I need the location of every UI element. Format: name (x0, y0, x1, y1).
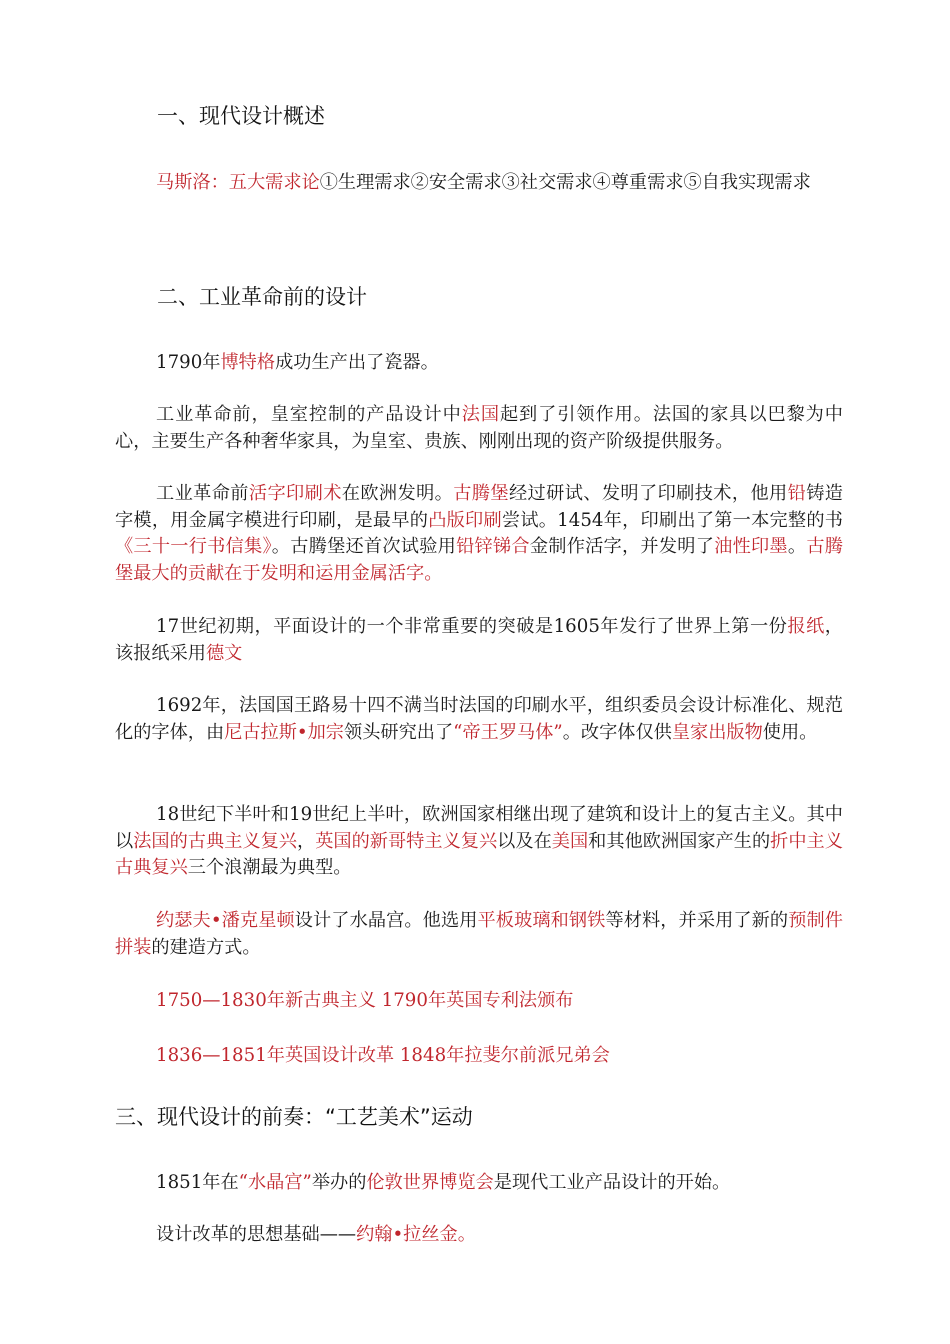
body-text: 起到了引领作用。法国的家具以巴黎为中心，主要生产各种奢华家具，为皇室、贵族、刚刚出现的资产阶级提供服务。 (115, 404, 843, 452)
section-heading-2: 二、工业革命前的设计 (157, 285, 367, 309)
paragraph-maslow (115, 170, 843, 197)
body-text: 和其他欧洲国家产生的 (588, 830, 771, 852)
body-text: 设计改革的思想基础—— (156, 1224, 357, 1245)
paragraph-romain-du-roi (115, 693, 843, 746)
timeline-neoclassicism (115, 988, 843, 1015)
body-text: 是现代工业产品设计的开始。 (493, 1172, 731, 1193)
body-text: 领头研究出了 (344, 721, 454, 743)
body-text: 1692年，法国国王路易十四不满当时法国的印刷水平，组织委员会设计标准化、规范化的字体，由 (115, 695, 843, 743)
highlighted-text: “帝王罗马体” (453, 721, 563, 743)
body-text: 尝试。1454年，印刷出了第一本完整的书 (501, 509, 843, 531)
body-text: 使用。 (762, 721, 818, 743)
body-text: ①生理需求②安全需求③社交需求④尊重需求⑤自我实现需求 (319, 172, 811, 193)
highlighted-text: 约翰•拉丝金。 (356, 1224, 476, 1245)
body-text: 三个浪潮最为典型。 (187, 857, 352, 878)
highlighted-text: 伦敦世界博览会 (366, 1172, 494, 1193)
body-text: 18世纪下半叶和19世纪上半叶，欧洲国家相继出现了建筑和设计上的复古主义。其中以 (115, 804, 843, 852)
paragraph-france-furniture (115, 402, 843, 455)
body-text: 经过研试、发明了印刷技术，他用 (508, 483, 788, 504)
highlighted-text: 英国的新哥特主义复兴 (315, 830, 498, 852)
highlighted-text: 铅锌锑合 (456, 536, 530, 557)
highlighted-text: 尼古拉斯•加宗 (224, 721, 344, 743)
highlighted-text: 凸版印刷 (428, 509, 502, 531)
paragraph-revivalism (115, 802, 843, 882)
body-text: 。古腾堡还首次试验用 (271, 536, 457, 557)
body-text: 的建造方式。 (151, 936, 261, 958)
body-text: 。改字体仅供 (562, 721, 672, 743)
paragraph-newspaper (115, 614, 843, 667)
highlighted-text: 美国 (551, 830, 589, 852)
body-text: ， (296, 830, 316, 852)
paragraph-ruskin (115, 1222, 843, 1249)
highlighted-text: 约瑟夫•潘克星顿 (156, 910, 295, 931)
highlighted-text: 法国的古典主义复兴 (133, 830, 297, 852)
highlighted-text: 古腾堡 (453, 483, 509, 504)
highlighted-text: 皇家出版物 (671, 721, 763, 743)
body-text: 举办的 (311, 1172, 367, 1193)
paragraph-great-exhibition (115, 1170, 843, 1197)
body-text: 1851年在 (156, 1172, 239, 1193)
body-text: 在欧洲发明。 (341, 483, 454, 504)
highlighted-text: 油性印墨 (714, 536, 788, 557)
highlighted-text: 预制件拼装 (115, 910, 843, 958)
body-text: 成功生产出了瓷器。 (275, 352, 439, 373)
highlighted-text: 铅 (787, 483, 807, 504)
body-text: 金制作活字，并发明了 (529, 536, 715, 557)
highlighted-text: 《三十一行书信集》 (115, 536, 272, 557)
highlighted-text: 报纸 (787, 616, 825, 637)
highlighted-text: 1750—1830年新古典主义 1790年英国专利法颁布 (156, 990, 574, 1011)
section-heading-3: 三、现代设计的前奏：“工艺美术”运动 (115, 1105, 473, 1129)
body-text: 17世纪初期，平面设计的一个非常重要的突破是1605年发行了世界上第一份 (156, 616, 788, 637)
paragraph-bottger (115, 350, 843, 377)
highlighted-text: 古腾堡最大的贡献在于发明和运用金属活字。 (115, 536, 843, 584)
body-text: 以及在 (497, 830, 552, 852)
section-heading-1: 一、现代设计概述 (157, 104, 325, 128)
body-text: 工业革命前，皇室控制的产品设计中 (156, 404, 462, 425)
body-text: 1790年 (156, 352, 221, 373)
body-text: 工业革命前 (156, 483, 249, 504)
body-text: ，该报纸采用 (115, 616, 843, 664)
highlighted-text: 平板玻璃和钢铁 (477, 910, 606, 931)
body-text: 等材料，并采用了新的 (605, 910, 789, 931)
body-text: 。 (787, 536, 807, 557)
paragraph-gutenberg (115, 481, 843, 587)
highlighted-text: 德文 (205, 642, 243, 664)
body-text: 设计了水晶宫。他选用 (294, 910, 478, 931)
highlighted-text: 1836—1851年英国设计改革 1848年拉斐尔前派兄弟会 (156, 1045, 610, 1066)
body-text: 铸造字模，用金属字模进行印刷，是最早的 (115, 483, 843, 531)
highlighted-text: 法国 (461, 404, 500, 425)
paragraph-crystal-palace (115, 908, 843, 961)
highlighted-text: 博特格 (220, 352, 276, 373)
highlighted-text: 折中主义古典复兴 (115, 830, 843, 878)
highlighted-text: 马斯洛：五大需求论 (156, 172, 320, 193)
highlighted-text: 活字印刷术 (248, 483, 342, 504)
highlighted-text: “水晶宫” (238, 1172, 312, 1193)
timeline-design-reform (115, 1043, 843, 1070)
